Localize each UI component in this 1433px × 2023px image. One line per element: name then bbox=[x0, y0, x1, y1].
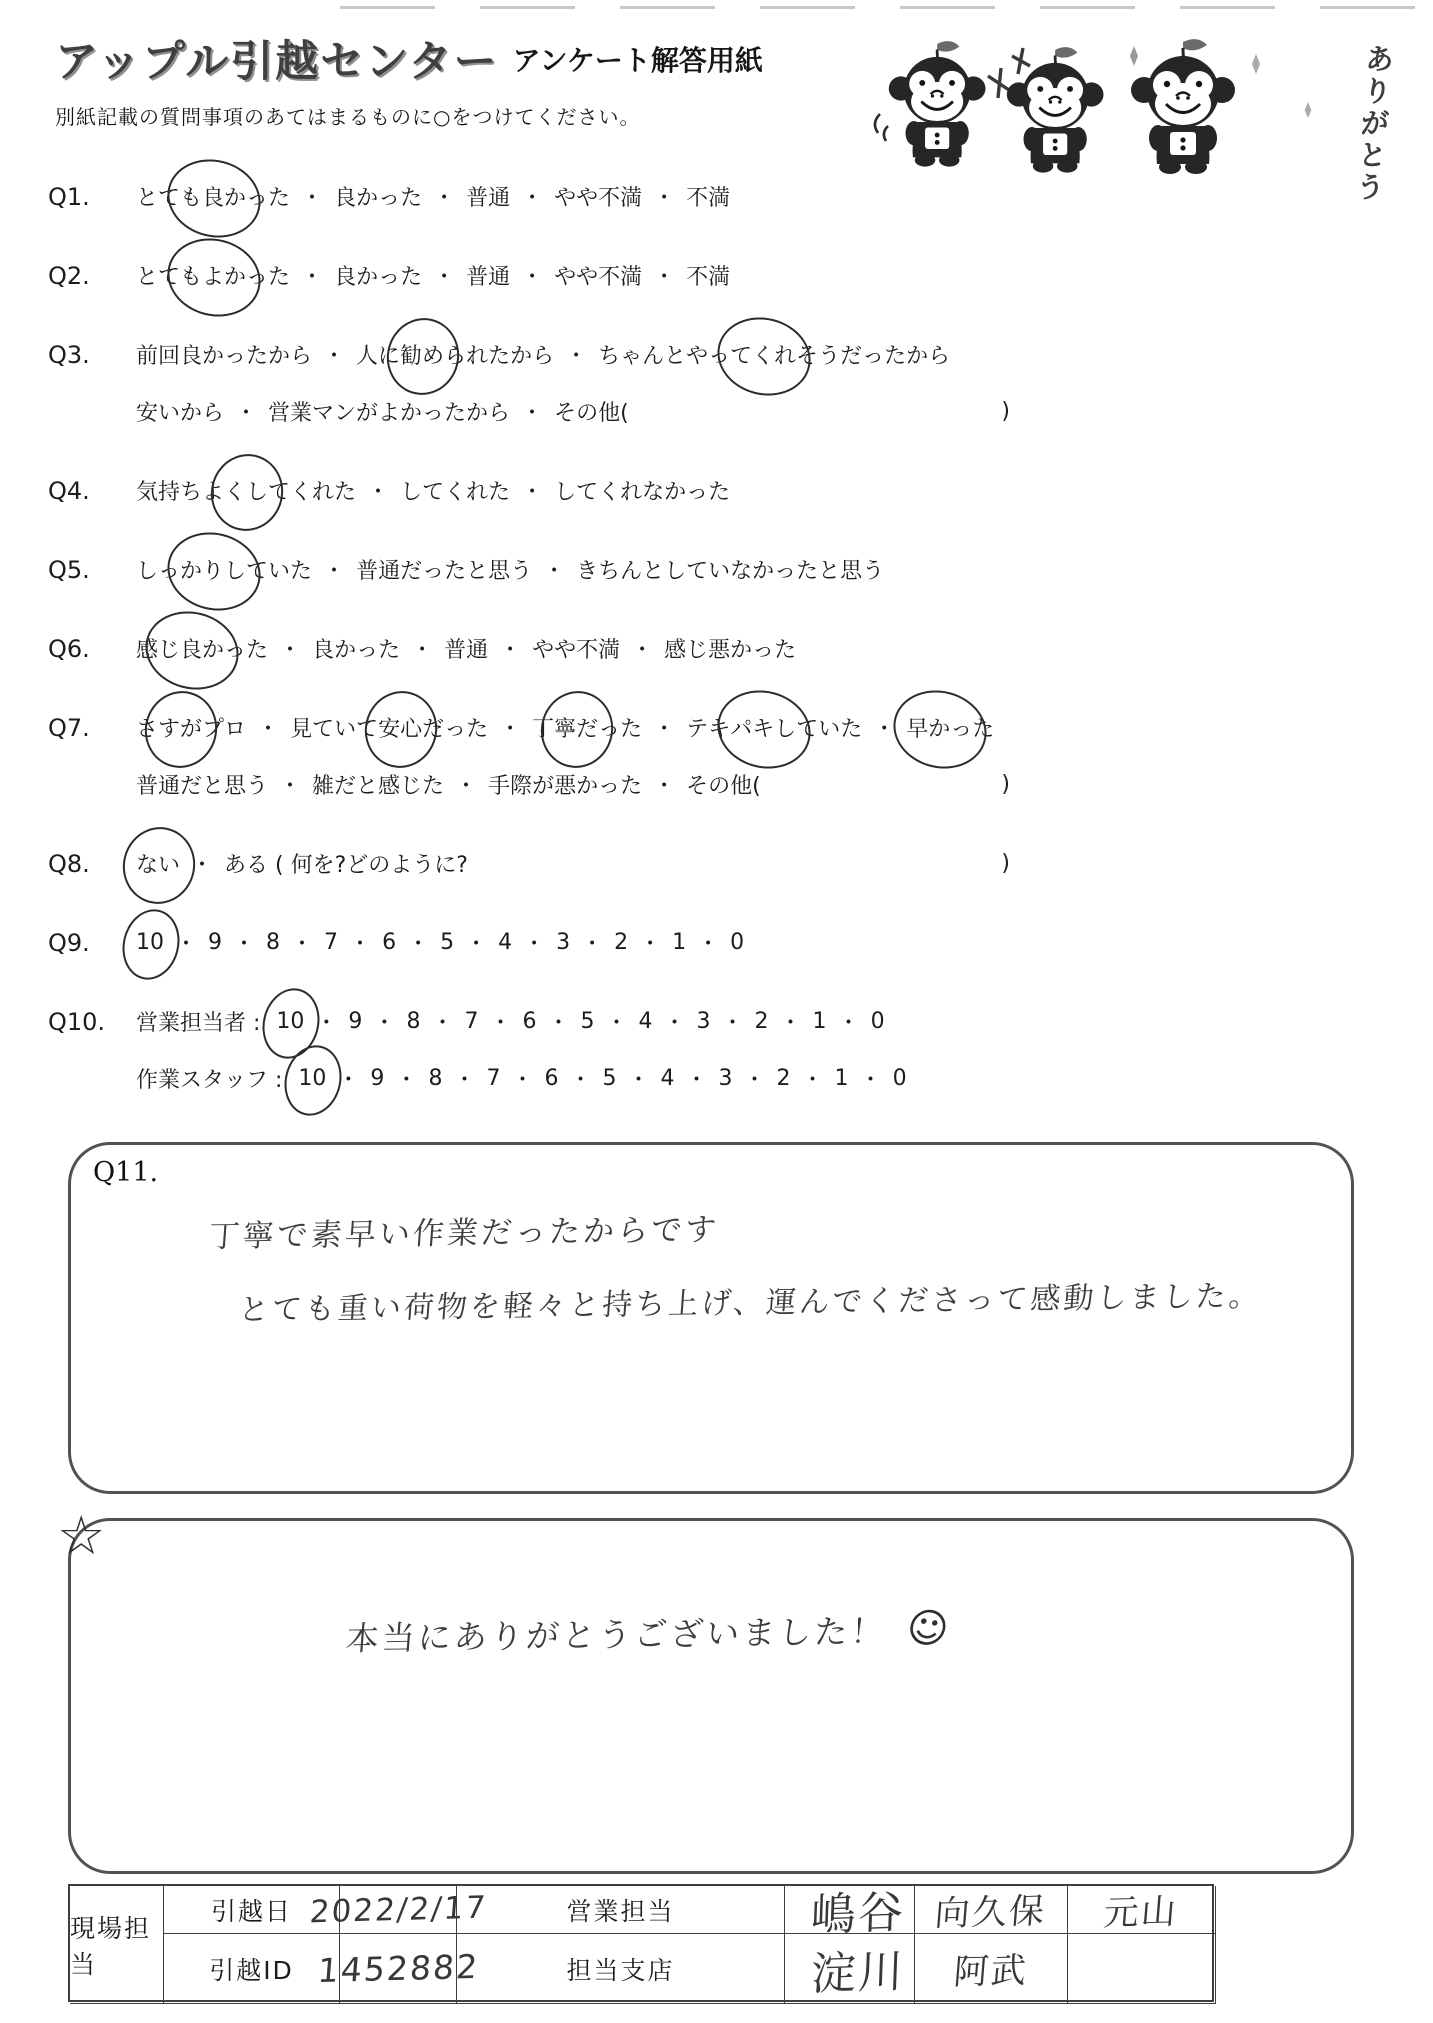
question-number-label: Q8. bbox=[48, 849, 90, 878]
option-separator-dot: ・ bbox=[743, 1068, 766, 1093]
answer-option: やや不満 bbox=[554, 265, 643, 290]
question-line bbox=[48, 326, 1010, 383]
option-separator-dot: ・ bbox=[349, 932, 372, 957]
question-line bbox=[48, 168, 1010, 225]
move-date-value: 2022/2/17 bbox=[307, 1889, 489, 1930]
option-separator-dot: ・ bbox=[859, 1068, 882, 1093]
answer-option: ある ( 何を?どのように? bbox=[224, 853, 468, 878]
answer-option: 不満 bbox=[686, 265, 731, 290]
instruction-text: 別紙記載の質問事項のあてはまるものに○をつけてください。 bbox=[55, 105, 641, 129]
option-separator-dot: ・ bbox=[257, 717, 280, 742]
handwritten-circle-mark: 勧め bbox=[400, 339, 444, 370]
option-separator-dot: ・ bbox=[627, 1068, 650, 1093]
answer-option: 7 bbox=[464, 1009, 479, 1034]
answer-option: 5 bbox=[440, 930, 455, 955]
answer-option bbox=[136, 848, 180, 879]
question-line bbox=[48, 1050, 1010, 1107]
option-separator-dot: ・ bbox=[411, 638, 434, 663]
option-separator-dot: ・ bbox=[433, 265, 456, 290]
answer-option: 8 bbox=[428, 1066, 443, 1091]
answer-option: 7 bbox=[486, 1066, 501, 1091]
answer-option: 0 bbox=[892, 1066, 907, 1091]
option-separator-dot: ・ bbox=[407, 932, 430, 957]
star-handwritten-message bbox=[344, 1602, 954, 1660]
answer-option: 良かった bbox=[334, 186, 423, 211]
branch-label: 担当支店 bbox=[457, 1934, 785, 2004]
answer-option: 1 bbox=[672, 930, 687, 955]
handwritten-circle-mark: も良か bbox=[180, 181, 246, 212]
star-icon: ☆ bbox=[57, 1504, 106, 1567]
option-separator-dot: ・ bbox=[779, 1011, 802, 1036]
option-separator-dot: ・ bbox=[279, 638, 302, 663]
answer-option: してくれなかった bbox=[554, 480, 731, 505]
option-separator-dot: ・ bbox=[523, 932, 546, 957]
option-separator-dot: ・ bbox=[323, 559, 346, 584]
option-separator-dot: ・ bbox=[337, 1068, 360, 1093]
sales-rep-label: 営業担当 bbox=[457, 1886, 785, 1934]
option-group-prefix: 作業スタッフ : bbox=[136, 1068, 283, 1093]
footer-info-table bbox=[68, 1884, 1214, 2002]
question-block bbox=[48, 247, 1010, 304]
option-separator-dot: ・ bbox=[873, 717, 896, 742]
answer-option: 雑だと感じた bbox=[312, 774, 445, 799]
question-block bbox=[48, 835, 1010, 892]
option-separator-dot: ・ bbox=[175, 932, 198, 957]
option-separator-dot: ・ bbox=[315, 1011, 338, 1036]
answer-option: 気持ちよくしてくれた bbox=[136, 475, 356, 506]
option-separator-dot: ・ bbox=[323, 344, 346, 369]
answer-option: 手際が悪かった bbox=[488, 774, 643, 799]
answer-option: 6 bbox=[522, 1009, 537, 1034]
answer-option: 5 bbox=[580, 1009, 595, 1034]
question-block bbox=[48, 462, 1010, 519]
question-block bbox=[48, 993, 1010, 1107]
question-number-label: Q9. bbox=[48, 928, 90, 957]
branch-value: 淀川 bbox=[809, 1944, 906, 2001]
option-separator-dot: ・ bbox=[721, 1011, 744, 1036]
closing-paren: ) bbox=[1001, 851, 1010, 876]
handwritten-circle-mark: パキし bbox=[730, 712, 796, 743]
closing-paren: ) bbox=[1001, 399, 1010, 424]
answer-option bbox=[298, 1066, 326, 1091]
handwritten-circle-mark: じ良か bbox=[158, 633, 224, 664]
answer-option: とても良かった bbox=[136, 181, 290, 212]
handwritten-circle-mark: 10 bbox=[298, 1066, 327, 1091]
option-separator-dot: ・ bbox=[663, 1011, 686, 1036]
answer-option: 良かった bbox=[312, 638, 401, 663]
answer-option: さすがプロ bbox=[136, 712, 246, 743]
answer-option: 普通だと思う bbox=[136, 774, 269, 799]
q11-comment-box bbox=[68, 1142, 1354, 1494]
answer-option: 不満 bbox=[686, 186, 731, 211]
answer-option: 1 bbox=[834, 1066, 849, 1091]
handwritten-circle-mark: くし bbox=[224, 475, 268, 506]
thank-you-vertical-text: ありがとう bbox=[1350, 43, 1397, 204]
answer-option: 3 bbox=[556, 930, 571, 955]
answer-option: 9 bbox=[370, 1066, 385, 1091]
brand-logo-text: アップル引越センター bbox=[55, 37, 499, 87]
handwritten-circle-mark: てくれ bbox=[730, 339, 796, 370]
answer-option: その他( bbox=[686, 774, 761, 799]
handwritten-circle-mark: 安心 bbox=[378, 712, 422, 743]
option-separator-dot: ・ bbox=[191, 853, 214, 878]
answer-option bbox=[136, 930, 164, 955]
option-separator-dot: ・ bbox=[455, 774, 478, 799]
option-separator-dot: ・ bbox=[631, 638, 654, 663]
question-block bbox=[48, 620, 1010, 677]
empty-cell bbox=[1068, 1934, 1216, 2004]
answer-option: 9 bbox=[348, 1009, 363, 1034]
handwritten-circle-mark: 早かっ bbox=[906, 712, 972, 743]
q11-handwritten-line-1: 丁寧で素早い作業だったからです bbox=[207, 1211, 721, 1255]
handwritten-circle-mark: 10 bbox=[136, 930, 164, 955]
answer-option: 見ていて安心だった bbox=[290, 712, 488, 743]
answer-option: 普通だったと思う bbox=[356, 559, 533, 584]
handwritten-circle-mark: 10 bbox=[276, 1009, 305, 1034]
answer-option: 人に勧められたから bbox=[356, 339, 554, 370]
option-separator-dot: ・ bbox=[653, 186, 676, 211]
move-date-label: 引越日 bbox=[164, 1886, 340, 1934]
answer-option: 8 bbox=[266, 930, 281, 955]
sales-rep-value: 嶋谷 bbox=[809, 1885, 906, 1942]
answer-option: 5 bbox=[602, 1066, 617, 1091]
sparkle-diamonds bbox=[1252, 54, 1311, 118]
option-separator-dot: ・ bbox=[511, 1068, 534, 1093]
answer-option: 7 bbox=[324, 930, 339, 955]
question-block bbox=[48, 168, 1010, 225]
option-separator-dot: ・ bbox=[521, 480, 544, 505]
option-separator-dot: ・ bbox=[291, 932, 314, 957]
option-separator-dot: ・ bbox=[499, 717, 522, 742]
option-separator-dot: ・ bbox=[499, 638, 522, 663]
question-block bbox=[48, 541, 1010, 598]
question-line bbox=[48, 620, 1010, 677]
question-number-label: Q7. bbox=[48, 713, 90, 742]
question-number-label: Q3. bbox=[48, 340, 90, 369]
question-line bbox=[48, 914, 1010, 971]
thank-you-message: 本当にありがとうございました！ bbox=[344, 1611, 888, 1658]
answer-option: 普通 bbox=[466, 186, 511, 211]
question-list bbox=[48, 168, 1010, 1129]
option-separator-dot: ・ bbox=[367, 480, 390, 505]
option-separator-dot: ・ bbox=[653, 265, 676, 290]
answer-option: きちんとしていなかったと思う bbox=[576, 559, 885, 584]
handwritten-circle-mark: かりし bbox=[180, 554, 246, 585]
question-line bbox=[48, 699, 1010, 756]
option-separator-dot: ・ bbox=[373, 1011, 396, 1036]
question-line bbox=[48, 247, 1010, 304]
question-number-label: Q10. bbox=[48, 1007, 106, 1036]
answer-option: やや不満 bbox=[554, 186, 643, 211]
site-crew-label: 現場担当 bbox=[70, 1886, 164, 2004]
answer-option: やや不満 bbox=[532, 638, 621, 663]
answer-option: とてもよかった bbox=[136, 260, 290, 291]
option-separator-dot: ・ bbox=[233, 932, 256, 957]
answer-option: 4 bbox=[498, 930, 513, 955]
answer-option: 2 bbox=[776, 1066, 791, 1091]
option-separator-dot: ・ bbox=[279, 774, 302, 799]
star-comment-box bbox=[57, 1504, 1354, 1874]
answer-option: ちゃんとやってくれそうだったから bbox=[598, 339, 950, 370]
motion-lines bbox=[875, 114, 888, 141]
handwritten-circle-mark: ない bbox=[136, 848, 180, 879]
option-separator-dot: ・ bbox=[301, 186, 324, 211]
move-id-value: 1452882 bbox=[315, 1946, 481, 1991]
answer-option: 0 bbox=[730, 930, 745, 955]
option-separator-dot: ・ bbox=[543, 559, 566, 584]
answer-option: テキパキしていた bbox=[686, 712, 862, 743]
option-separator-dot: ・ bbox=[581, 932, 604, 957]
option-separator-dot: ・ bbox=[431, 1011, 454, 1036]
answer-option: 6 bbox=[382, 930, 397, 955]
q11-label: Q11. bbox=[93, 1157, 159, 1188]
site-crew-value-3: 阿武 bbox=[952, 1950, 1030, 1993]
question-line bbox=[48, 993, 1010, 1050]
answer-option: 6 bbox=[544, 1066, 559, 1091]
option-separator-dot: ・ bbox=[395, 1068, 418, 1093]
question-number-label: Q4. bbox=[48, 476, 90, 505]
option-separator-dot: ・ bbox=[489, 1011, 512, 1036]
answer-option: 4 bbox=[660, 1066, 675, 1091]
handwritten-circle-mark: すが bbox=[158, 712, 202, 743]
option-separator-dot: ・ bbox=[685, 1068, 708, 1093]
option-separator-dot: ・ bbox=[605, 1011, 628, 1036]
site-crew-value-1: 向久保 bbox=[933, 1891, 1048, 1934]
answer-option: 良かった bbox=[334, 265, 423, 290]
option-separator-dot: ・ bbox=[837, 1011, 860, 1036]
answer-option: 安いから bbox=[136, 401, 225, 426]
option-separator-dot: ・ bbox=[653, 774, 676, 799]
site-crew-value-2: 元山 bbox=[1102, 1891, 1180, 1934]
answer-option: 1 bbox=[812, 1009, 827, 1034]
option-group-prefix: 営業担当者 : bbox=[136, 1011, 261, 1036]
question-block bbox=[48, 326, 1010, 440]
answer-option bbox=[276, 1009, 304, 1034]
question-number-label: Q5. bbox=[48, 555, 90, 584]
question-number-label: Q6. bbox=[48, 634, 90, 663]
option-separator-dot: ・ bbox=[433, 186, 456, 211]
option-separator-dot: ・ bbox=[653, 717, 676, 742]
option-separator-dot: ・ bbox=[639, 932, 662, 957]
answer-option: 9 bbox=[208, 930, 223, 955]
question-number-label: Q2. bbox=[48, 261, 90, 290]
sparkle-diamond bbox=[1130, 46, 1138, 66]
question-line bbox=[48, 383, 1010, 440]
answer-option: 営業マンがよかったから bbox=[268, 401, 511, 426]
closing-paren: ) bbox=[1001, 772, 1010, 797]
option-separator-dot: ・ bbox=[569, 1068, 592, 1093]
answer-option: してくれた bbox=[400, 480, 511, 505]
answer-option: 丁寧だった bbox=[532, 712, 642, 743]
option-separator-dot: ・ bbox=[521, 186, 544, 211]
option-separator-dot: ・ bbox=[697, 932, 720, 957]
answer-option: 感じ良かった bbox=[136, 633, 268, 664]
answer-option: 前回良かったから bbox=[136, 344, 313, 369]
answer-option: しっかりしていた bbox=[136, 554, 312, 585]
answer-option: 普通 bbox=[466, 265, 511, 290]
header bbox=[55, 28, 763, 130]
scan-artifact-line bbox=[340, 6, 1430, 9]
answer-option: 2 bbox=[614, 930, 629, 955]
option-separator-dot: ・ bbox=[235, 401, 258, 426]
answer-option: 普通 bbox=[444, 638, 489, 663]
question-block bbox=[48, 699, 1010, 813]
monkey-mascots-illustration bbox=[872, 36, 1327, 178]
handwritten-circle-mark: もよか bbox=[180, 260, 246, 291]
answer-option: 3 bbox=[718, 1066, 733, 1091]
answer-option: 8 bbox=[406, 1009, 421, 1034]
answer-option: 感じ悪かった bbox=[664, 638, 797, 663]
option-separator-dot: ・ bbox=[521, 401, 544, 426]
option-separator-dot: ・ bbox=[301, 265, 324, 290]
page-title: アンケート解答用紙 bbox=[512, 44, 763, 77]
question-block bbox=[48, 914, 1010, 971]
option-separator-dot: ・ bbox=[801, 1068, 824, 1093]
option-separator-dot: ・ bbox=[465, 932, 488, 957]
question-line bbox=[48, 835, 1010, 892]
answer-option: 早かった bbox=[906, 712, 994, 743]
answer-option: その他( bbox=[554, 401, 629, 426]
option-separator-dot: ・ bbox=[453, 1068, 476, 1093]
question-number-label: Q1. bbox=[48, 182, 90, 211]
answer-option: 0 bbox=[870, 1009, 885, 1034]
option-separator-dot: ・ bbox=[547, 1011, 570, 1036]
answer-option: 2 bbox=[754, 1009, 769, 1034]
smiley-face-icon: ☺ bbox=[901, 1602, 954, 1655]
q11-handwritten-line-2: とても重い荷物を軽々と持ち上げ、運んでくださって感動しました。 bbox=[237, 1278, 1263, 1328]
question-line bbox=[48, 541, 1010, 598]
option-separator-dot: ・ bbox=[521, 265, 544, 290]
move-id-label: 引越ID bbox=[164, 1934, 340, 2004]
handwritten-circle-mark: 寧だ bbox=[554, 712, 598, 743]
answer-option: 3 bbox=[696, 1009, 711, 1034]
question-line bbox=[48, 462, 1010, 519]
answer-option: 4 bbox=[638, 1009, 653, 1034]
option-separator-dot: ・ bbox=[565, 344, 588, 369]
